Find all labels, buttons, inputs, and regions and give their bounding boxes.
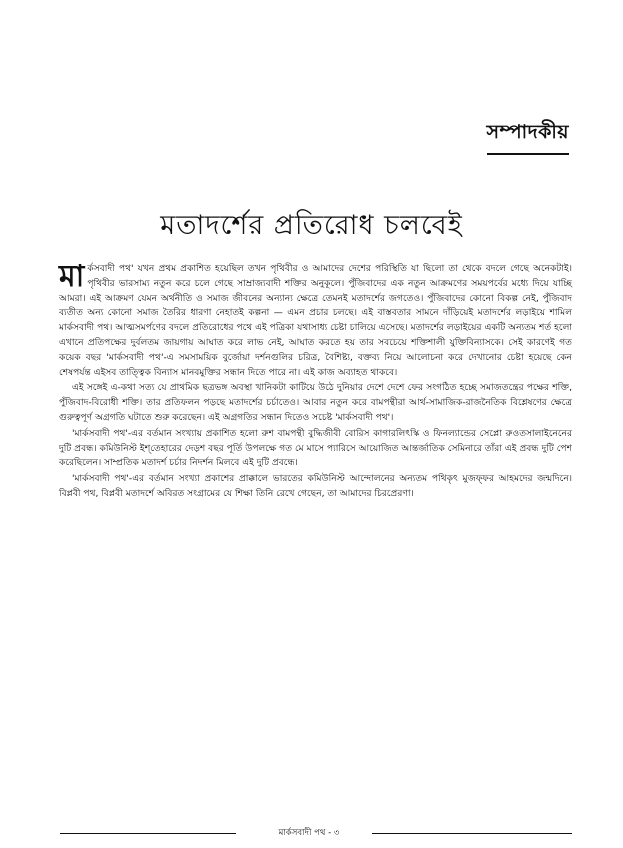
footer-page-label: মার্কসবাদী পথ - ৩ [278,828,340,838]
footer-rule-left [60,833,236,834]
paragraph-1 [59,259,572,380]
paragraph-4: 'মার্কসবাদী পথ'-এর বর্তমান সংখ্যা প্রকাশের প্রাক্কালে ভারতের কমিউনিস্ট আন্দোলনের অন্যতম পথিকৃৎ মুজফ্‌ফর আহমদের জন্মদিনে। বিপ্লবী পথ, বিপ্লবী মতাদর্শে অবিরত সংগ্রামের যে শিক্ষা তিনি রেখে গেছেন, তা আমাদের চিরপ্রেরণা। [59,474,572,499]
paragraph-1-text: র্কসবাদী পথ' যখন প্রথম প্রকাশিত হয়েছিল তখন পৃথিবীর ও আমাদের দেশের পরিস্থিতি যা ছিলো তা থেকে বদলে গেছে অনেকটাই। পৃথিবীর ভারসাম্য নতুন করে চলে গেছে সাম্রাজ্যবাদী শক্তির অনুকূলে। পুঁজিবাদের এক নতুন আক্রমণের সময়পর্বের মধ্যে দিয়ে যাচ্ছি আমরা। এই আক্রমণ যেমন অর্থনীতি ও সমাজ জীবনের অন্যান্য ক্ষেত্রে তেমনই মতাদর্শের জগতেও। পুঁজিবাদের কোনো বিকল্প নেই, পুঁজিবাদ ব্যতীত অন্য কোনো সমাজ তৈরির ধারণা নেহাতই কল্পনা — এমন প্রচার চলছে। এই বাস্তবতার সামনে দাঁড়িয়েই মতাদর্শের লড়াইয়ে শামিল মার্কসবাদী পথ। আত্মসমর্পণের বদলে প্রতিরোধের পথে এই পত্রিকা যথাসাধ্য চেষ্টা চালিয়ে এসেছে। মতাদর্শের লড়াইয়ের একটি অন্যতম শর্ত হলো এখানে প্রতিপক্ষের দুর্বলতম জায়গায় আঘাত করে লাভ নেই, আঘাত করতে হয় তার সবচেয়ে শক্তিশালী যুক্তিবিন্যাসকে। সেই কারণেই গত কয়েক বছর 'মার্কসবাদী পথ'-এ সমসাময়িক বুর্জোয়া দর্শনগুলির চরিত্র, বৈশিষ্ট্য, বক্তব্য নিয়ে আলোচনা করে দেখানোর চেষ্টা হয়েছে কেন শেষপর্যন্ত এইসব তাত্ত্বিক বিন্যাস মানবমুক্তির সন্ধান দিতে পারে না। এই কাজ অব্যাহত থাকবে। [59,264,572,378]
footer-rule-right [372,833,572,834]
paragraph-2: এই সঙ্গেই এ-কথা সত্য যে প্রাথমিক ছত্রভঙ্গ অবস্থা খানিকটা কাটিয়ে উঠে দুনিয়ার দেশে দেশে ফের সংগঠিত হচ্ছে সমাজতন্ত্রের পক্ষের শক্তি, পুঁজিবাদ-বিরোধী শক্তি। তার প্রতিফলন পড়ছে মতাদর্শের চর্চাতেও। আবার নতুন করে বামপন্থীরা আর্থ-সামাজিক-রাজনৈতিক বিশ্লেষণের ক্ষেত্রে গুরুত্বপূর্ণ অগ্রগতি ঘটাতে শুরু করেছেন। এই অগ্রগতির সন্ধান দিতেও সচেষ্ট 'মার্কসবাদী পথ'। [59,383,572,423]
editorial-body [59,259,572,503]
drop-cap: মা [59,259,85,294]
paragraph-3: 'মার্কসবাদী পথ'-এর বর্তমান সংখ্যায় প্রকাশিত হলো রুশ বামপন্থী বুদ্ধিজীবী বোরিস কাগারলিৎস্কি ও ফিনল্যান্ডের সেপ্লো রুওতসালাইনেনের দুটি প্রবন্ধ। কমিউনিস্ট ইশ্‌তেহারের দেড়শ বছর পূর্তি উপলক্ষে গত মে মাসে প্যারিসে আয়োজিত আন্তর্জাতিক সেমিনারে তাঁরা এই প্রবন্ধ দুটি পেশ করেছিলেন। সাম্প্রতিক মতাদর্শ চর্চার নিদর্শন মিলবে এই দুটি প্রবন্ধে। [59,428,572,469]
page-title: মতাদর্শের প্রতিরোধ চলবেই [160,210,463,241]
page-footer [60,826,572,840]
section-label: সম্পাদকীয় [487,118,569,155]
